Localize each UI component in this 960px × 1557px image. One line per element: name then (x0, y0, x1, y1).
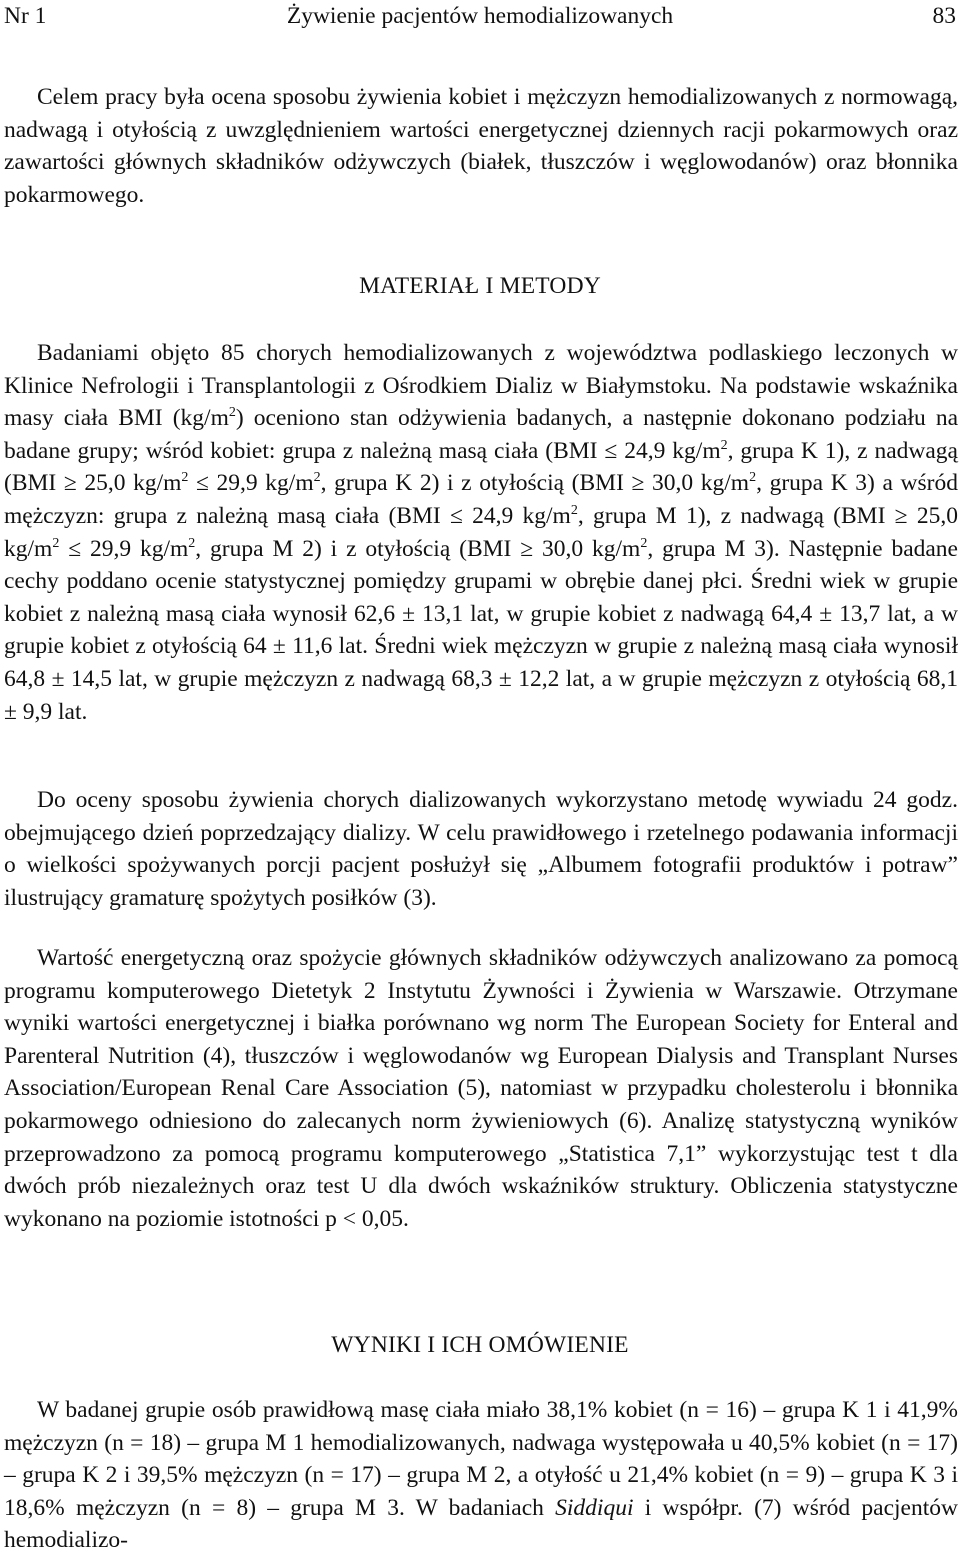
running-head (4, 0, 956, 32)
author-name: Siddiqui (555, 1494, 634, 1521)
methods-paragraph-1: Badaniami objęto 85 chorych hemodializowanych z województwa podlaskiego leczonych w Klinice Nefrologii i Transplantologii z Ośrodkiem Dializ w Białymstoku. Na podstawie wskaźnika masy ciała BMI $(kg/m^2)$ oceniono stan odżywienia badanych, a następnie dokonano podziału na badane grupy; wśród kobiet: grupa z należną masą ciała (BMI ≤ 24,9 $kg/m^2$, grupa K 1), z nadwagą (BMI ≥ 25,0 $kg/m^2 \le 29,9$ $kg/m^2$, grupa K 2) i z otyłością (BMI ≥ 30,0 $kg/m^2$, grupa K 3) a wśród mężczyzn: grupa z należną masą ciała (BMI ≤ 24,9 $kg/m^2$, grupa M 1), z nadwagą (BMI ≥ 25,0 $kg/m^2 \le 29,9$ $kg/m^2$, grupa M 2) i z otyłością (BMI ≥ 30,0 $kg/m^2$, grupa M 3). Następnie badane cechy poddano ocenie statystycznej pomiędzy grupami w obrębie danej płci. Średni wiek w grupie kobiet z należną masą ciała wynosił 62,6 ± 13,1 lat, w grupie kobiet z nadwagą 64,4 ± 13,7 lat, a w grupie kobiet z otyłością 64 ± 11,6 lat. Średni wiek mężczyzn w grupie z należną masą ciała wynosił 64,8 ± 14,5 lat, w grupie mężczyzn z nadwagą 68,3 ± 12,2 lat, a w grupie mężczyzn z otyłością 68,1 ± 9,9 lat. (4, 340, 958, 725)
methods-paragraph-3: Wartość energetyczną oraz spożycie głównych składników odżywczych analizowano za pomocą programu komputerowego Dietetyk 2 Instytutu Żywności i Żywienia w Warszawie. Otrzymane wyniki wartości energetycznej i białka porównano wg norm The European Society for Enteral and Parenteral Nutrition (4), tłuszczów i węglowodanów wg European Dialysis and Transplant Nurses Association/European Renal Care Association (5), natomiast w przypadku cholesterolu i błonnika pokarmowego odniesiono do zalecanych norm żywieniowych (6). Analizę statystyczną wyników przeprowadzono za pomocą programu komputerowego „Statistica 7,1” wykorzystując test t dla dwóch prób niezależnych oraz test U dla dwóch wskaźników struktury. Obliczenia statystyczne wykonano na poziomie istotności p < 0,05. (4, 945, 958, 1232)
methods-heading: MATERIAŁ I METODY (359, 273, 601, 299)
results-heading: WYNIKI I ICH OMÓWIENIE (331, 1332, 629, 1358)
page-number: 83 (932, 2, 956, 29)
issue-number: Nr 1 (4, 2, 47, 29)
running-title: Żywienie pacjentów hemodializowanych (286, 2, 674, 29)
methods-paragraph-2: Do oceny sposobu żywienia chorych dializowanych wykorzystano metodę wywiadu 24 godz. obejmującego dzień poprzedzający dializy. W celu prawidłowego i rzetelnego podawania informacji o wielkości spożywanych porcji pacjent posłużył się „Albumem fotografii produktów i potraw” ilustrujący gramaturę spożytych posiłków (3). (4, 787, 958, 911)
results-paragraph-1: W badanej grupie osób prawidłową masę ciała miało 38,1% kobiet (n = 16) – grupa K 1 i 41,9% mężczyzn (n = 18) – grupa M 1 hemodializowanych, nadwaga występowała u 40,5% kobiet (n = 17) – grupa K 2 i 39,5% mężczyzn (n = 17) – grupa M 2, a otyłość u 21,4% kobiet (n = 9) – grupa K 3 i 18,6% mężczyzn (n = 8) – grupa M 3. W badaniach Siddiqui i współpr. (7) wśród pacjentów hemodializo- (4, 1397, 958, 1554)
intro-paragraph: Celem pracy była ocena sposobu żywienia kobiet i mężczyzn hemodializowanych z normowagą, nadwagą i otyłością z uwzględnieniem wartości energetycznej dziennych racji pokarmowych oraz zawartości głównych składników odżywczych (białek, tłuszczów i węglowodanów) oraz błonnika pokarmowego. (4, 84, 958, 208)
